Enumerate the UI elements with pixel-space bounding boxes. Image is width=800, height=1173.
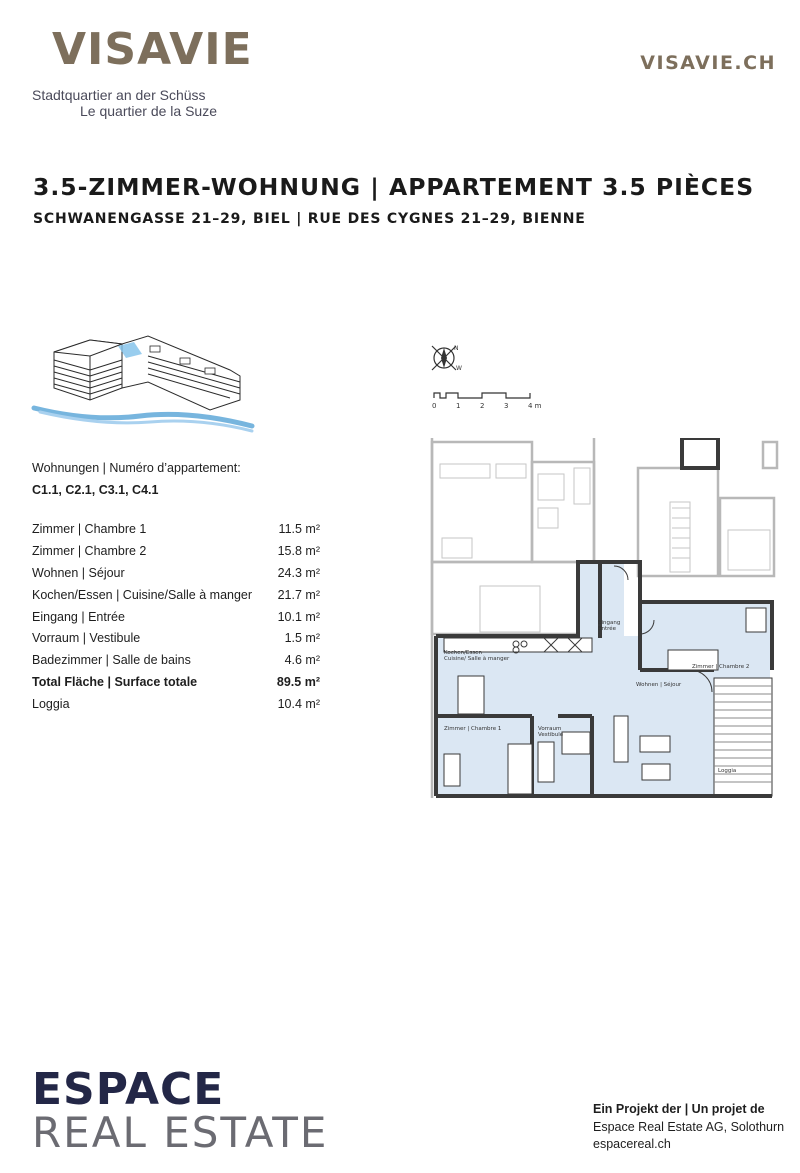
room-area: 24.3 m² <box>277 566 320 580</box>
room-name: Kochen/Essen | Cuisine/Salle à manger <box>32 588 253 602</box>
room-row <box>32 522 320 540</box>
label-vestibule: Vestibule <box>538 732 564 738</box>
label-zimmer1: Zimmer | Chambre 1 <box>444 726 502 732</box>
label-kochen: Kochen/Essen <box>444 650 483 656</box>
room-name: Badezimmer | Salle de bains <box>32 653 191 667</box>
logo-tagline-fr: Le quartier de la Suze <box>80 103 217 119</box>
room-row <box>32 653 320 671</box>
room-row <box>32 566 320 584</box>
room-row <box>32 544 320 562</box>
room-area: 89.5 m² <box>276 675 320 689</box>
building-illustration <box>30 330 260 440</box>
compass-north-label: N <box>454 345 459 352</box>
footer-company: Espace Real Estate AG, Solothurn <box>593 1120 785 1134</box>
loggia-area <box>714 678 772 796</box>
room-name: Vorraum | Vestibule <box>32 631 141 645</box>
room-name: Zimmer | Chambre 2 <box>32 544 147 558</box>
compass-icon <box>432 345 462 372</box>
scale-label: 2 <box>480 402 485 410</box>
espace-logo-line2: REAL ESTATE <box>32 1108 329 1157</box>
scale-label: 3 <box>504 402 509 410</box>
visavie-logo: VISAVIE <box>52 24 253 75</box>
label-entree: Entrée <box>598 626 617 632</box>
apartment-numbers-label: Wohnungen | Numéro d’appartement: <box>32 461 241 475</box>
total-area-row <box>32 675 320 693</box>
room-area: 10.1 m² <box>277 610 320 624</box>
scale-bar <box>432 393 542 410</box>
room-row <box>32 631 320 649</box>
room-name: Wohnen | Séjour <box>32 566 125 580</box>
compass-west-label: W <box>456 365 462 372</box>
room-row <box>32 588 320 606</box>
room-name: Eingang | Entrée <box>32 610 125 624</box>
floor-plan <box>428 438 780 804</box>
room-name: Total Fläche | Surface totale <box>32 675 198 689</box>
room-area: 4.6 m² <box>284 653 320 667</box>
footer-website-link[interactable]: espacereal.ch <box>593 1137 671 1151</box>
website-link[interactable]: VISAVIE.CH <box>640 52 776 74</box>
label-zimmer2: Zimmer | Chambre 2 <box>692 664 750 670</box>
page-title: 3.5-ZIMMER-WOHNUNG | APPARTEMENT 3.5 PIÈCES <box>33 173 755 201</box>
espace-logo-line1: ESPACE <box>32 1064 225 1115</box>
room-name: Zimmer | Chambre 1 <box>32 522 147 536</box>
scale-label: 1 <box>456 402 461 410</box>
page-subtitle: SCHWANENGASSE 21–29, BIEL | RUE DES CYGNES 21–29, BIENNE <box>33 211 586 227</box>
room-row <box>32 697 320 715</box>
footer-project-label: Ein Projekt der | Un projet de <box>593 1102 765 1116</box>
room-row <box>32 610 320 628</box>
scale-label: 4 m <box>528 402 542 410</box>
room-area: 11.5 m² <box>278 522 320 536</box>
label-cuisine: Cuisine/ Salle à manger <box>444 656 510 662</box>
room-area: 1.5 m² <box>284 631 320 645</box>
scale-label: 0 <box>432 402 437 410</box>
room-area: 21.7 m² <box>277 588 320 602</box>
logo-tagline-de: Stadtquartier an der Schüss <box>32 87 206 103</box>
label-loggia: Loggia <box>718 768 737 774</box>
apartment-numbers: C1.1, C2.1, C3.1, C4.1 <box>32 483 159 497</box>
room-area: 15.8 m² <box>277 544 320 558</box>
label-vorraum: Vorraum <box>538 726 562 732</box>
room-area: 10.4 m² <box>277 697 320 711</box>
compass-and-scale <box>428 342 548 412</box>
room-name: Loggia <box>32 697 70 711</box>
label-eingang: Eingang <box>598 620 621 626</box>
label-wohnen: Wohnen | Séjour <box>636 682 682 688</box>
